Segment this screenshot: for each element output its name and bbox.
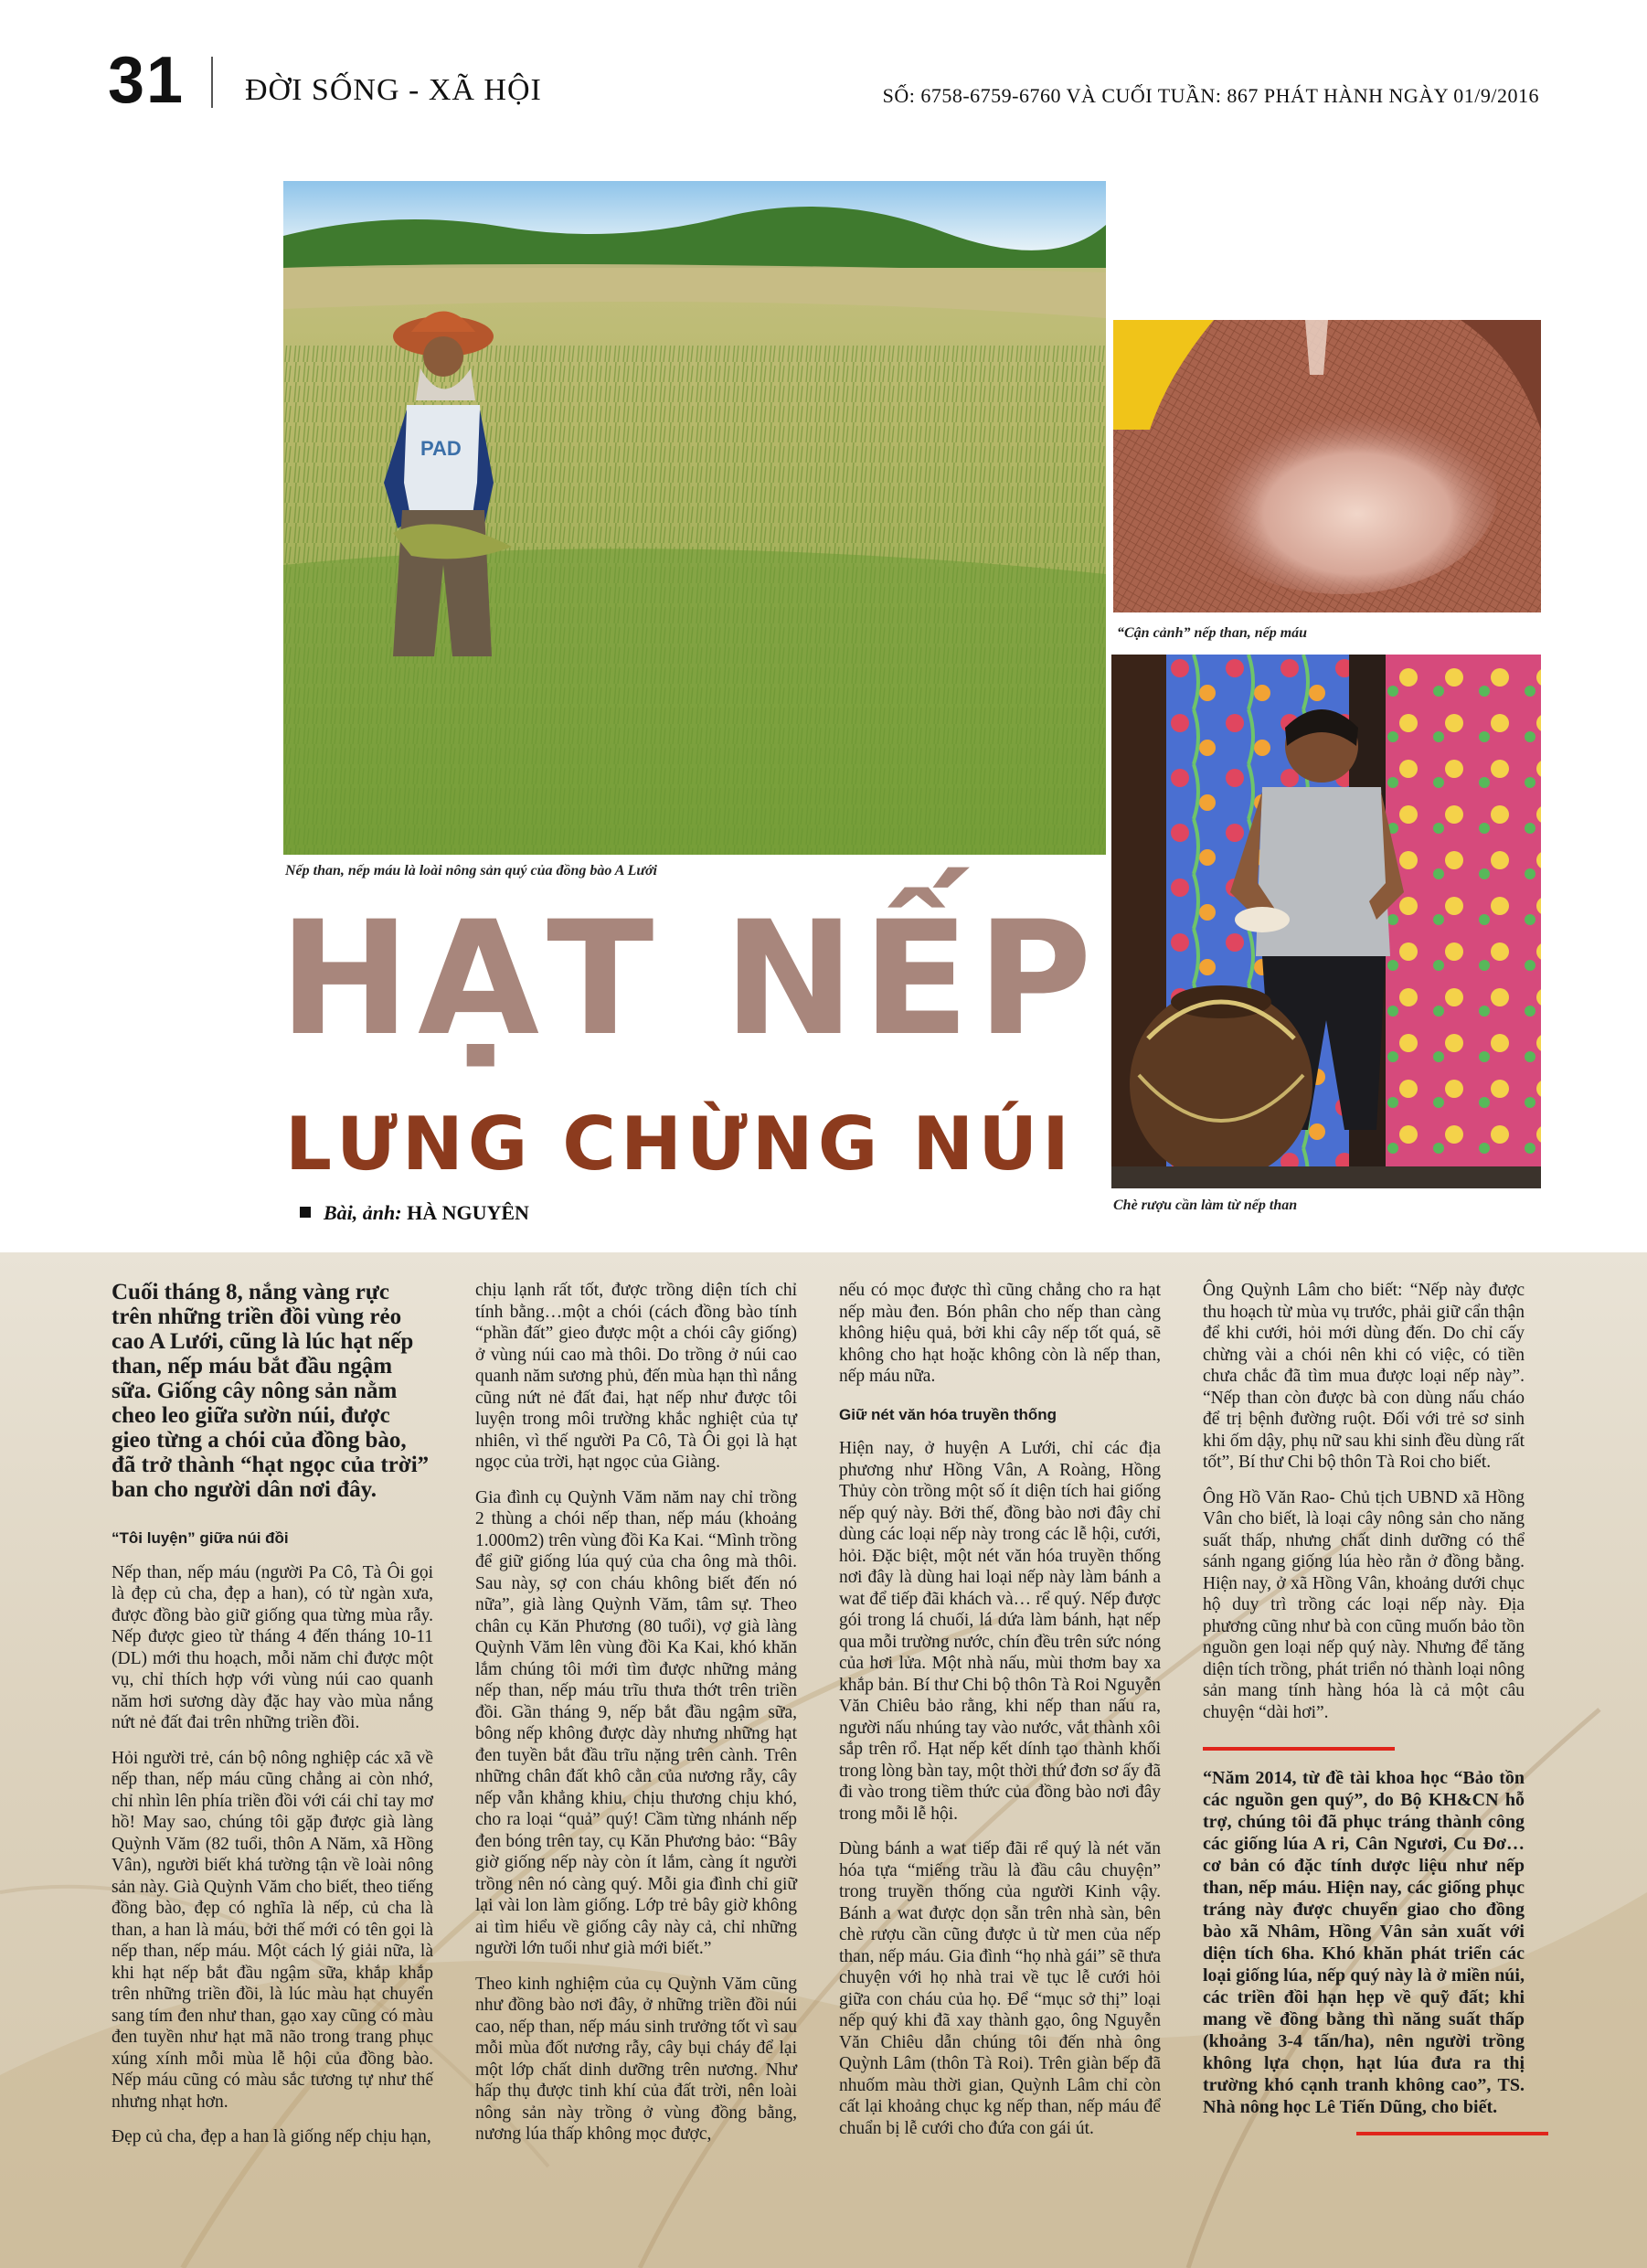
article-column-4 (1203, 1280, 1525, 2135)
subheading-2: Giữ nét văn hóa truyền thống (839, 1405, 1057, 1423)
paragraph: Hiện nay, ở huyện A Lưới, chỉ các địa phương như Hồng Vân, A Roàng, Hồng Thủy còn trồng một số ít diện tích hai giống nếp quý này. Bởi thế, đồng bào nơi đây chỉ dùng các loại nếp này trong các lễ hội, cưới, hỏi. Đặc biệt, một nét văn hóa truyền thống nơi đây là dùng hai loại nếp này làm bánh a wat để tiếp đãi khách và… rể quý. Nếp được gói trong lá chuối, lá dứa làm bánh, hạt nếp qua mỗi trường nước, chín đều trên sức nóng của hơi lửa. Một nhà nấu, mùi thơm bay xa khắp bản. Bí thư Chi bộ thôn Tà Roi Nguyễn Văn Chiêu bảo rằng, khi nếp than nấu ra, người nấu nhúng tay vào nước, vắt thành xôi sắp trên rổ. Hạt nếp kết dính tạo thành khối trong lòng bàn tay, một thời thứ đơn sơ ấy đã đi vào trong tiềm thức của đồng bào nơi đây trong mỗi lễ hội. (839, 1439, 1161, 1824)
article-lead: Cuối tháng 8, nắng vàng rực trên những triền đồi vùng rẻo cao A Lưới, cũng là lúc hạt nếp than, nếp máu bắt đầu ngậm sữa. Giống cây nông sản nằm cheo leo giữa sườn núi, được gieo từng a chói của đồng bào, đã trở thành “hạt ngọc của trời” ban cho người dân nơi đây. (112, 1280, 430, 1502)
article-column-2 (475, 1280, 797, 2159)
paragraph: Nếp than, nếp máu (người Pa Cô, Tà Ôi gọi là đẹp củ cha, đẹp a han), có từ ngàn xưa, được đồng bào giữ giống qua từng mùa rẫy. Nếp được gieo từ tháng 4 đến tháng 10-11 (DL) mới thu hoạch, mỗi năm chỉ được một vụ, chỉ thích hợp với vùng núi cao quanh năm hơi sương dày đặc hay vào mùa nắng nứt nẻ đất đai trên những triền đồi. (112, 1562, 433, 1732)
quote-rule-bottom (1356, 2132, 1548, 2135)
paragraph: Hỏi người trẻ, cán bộ nông nghiệp các xã về nếp than, nếp máu cũng chẳng ai còn nhớ, chỉ nhìn lên phía triền đồi với cái chỉ tay mơ hồ! May sao, chúng tôi gặp được già làng Quỳnh Văm (82 tuổi, thôn A Năm, xã Hồng Vân), người biết khá tường tận về loài nông sản này. Già Quỳnh Văm cho biết, theo tiếng đồng bào, đẹp có nghĩa là nếp, củ cha là than, a han là máu, bởi thế mới có tên gọi là nếp than, nếp máu. Một cách lý giải nữa, là khi hạt nếp bắt đầu ngậm sữa, khắp khắp trên những triền đồi, là lúc màu hạt chuyển sang tím đen như than, gạo xay cũng có màu đen tuyền như hạt mã não trong trang phục xúng xính mỗi mùa lễ hội của đồng bào. Nếp máu cũng có màu sắc tương tự như thế nhưng nhạt hơn. (112, 1748, 433, 2112)
paragraph: Ông Quỳnh Lâm cho biết: “Nếp này được thu hoạch từ mùa vụ trước, phải giữ cẩn thận để khi cưới, hỏi mới dùng đến. Do chỉ cấy chừng vài a chói nên khi có việc, có tiền chưa chắc đã tìm mua được loại nếp này”. “Nếp than còn được bà con dùng nấu cháo để trị bệnh đường ruột. Đối với trẻ sơ sinh khi ốm dậy, phụ nữ sau khi sinh đều dùng rất tốt”, Bí thư Chi bộ thôn Tà Roi cho biết. (1203, 1281, 1525, 1472)
main-photo-caption: Nếp than, nếp máu là loài nông sản quý của đồng bào A Lưới (285, 863, 657, 878)
byline-bullet (300, 1207, 311, 1218)
paragraph: Gia đình cụ Quỳnh Văm năm nay chỉ trồng 2 thùng a chói nếp than, nếp máu (khoảng 1.000m2) trên vùng đồi Ka Kai. “Mình trồng để giữ giống lúa quý của cha ông mà thôi. Sau này, sợ con cháu không biết đến nó nữa”, già làng Quỳnh Văm, tâm sự. Theo chân cụ Kăn Phương (80 tuổi), vợ già làng Quỳnh Văm lên vùng đồi Ka Kai, khó khăn lắm chúng tôi mới tìm được những mảng nếp than, nếp máu trĩu thưa thớt trên triền đồi. Gần tháng 9, nếp bắt đầu ngậm sữa, bông nếp không được dày nhưng những hạt đen tuyền bắt đầu trĩu nặng trên cành. Trên những chân đất khô cằn của nương rẫy, cây nếp vẫn khẳng khiu, chịu thương chịu khó, cho ra loại “quả” quý! Cầm từng nhánh nếp đen bóng trên tay, cụ Kăn Phương bảo: “Bây giờ giống nếp này còn ít lắm, càng ít người trồng nên nó càng quý. Mỗi gia đình chỉ giữ lại vài lon làm giống. Lớp trẻ bây giờ không ai tìm hiểu về giống cây này cả, chỉ những người lớn tuổi như già mới biết.” (475, 1487, 797, 1958)
wine-jar-caption: Chè rượu cần làm từ nếp than (1113, 1198, 1298, 1213)
byline (300, 1201, 529, 1225)
closeup-caption: “Cận cảnh” nếp than, nếp máu (1117, 625, 1308, 641)
byline-label: Bài, ảnh: (324, 1201, 402, 1224)
issue-info: SỐ: 6758-6759-6760 VÀ CUỐI TUẦN: 867 PHÁT HÀNH NGÀY 01/9/2016 (882, 84, 1539, 107)
paragraph: Đẹp củ cha, đẹp a han là giống nếp chịu hạn, (112, 2127, 431, 2146)
paragraph: nếu có mọc được thì cũng chẳng cho ra hạt nếp màu đen. Bón phân cho nếp than càng không hiệu quả, bởi khi cây nếp tốt quá, sẽ không cho hạt hoặc không còn là nếp than, nếp máu nữa. (839, 1281, 1161, 1386)
paragraph: Dùng bánh a wat tiếp đãi rể quý là nét văn hóa tựa “miếng trầu là đầu câu chuyện” trong truyền thống của người Kinh vậy. Bánh a wat được dọn sẵn trên nhà sàn, bên chè rượu cần cũng được ủ từ men của nếp than, nếp máu. Gia đình “họ nhà gái” sẽ thưa chuyện với họ nhà trai về tục lễ cưới hỏi giữa con cháu của họ. Để “mục sở thị” loại nếp quý khi đã xay thành gạo, ông Nguyễn Văn Chiêu dẫn chúng tôi đến nhà ông Quỳnh Lâm (thôn Tà Roi). Trên giàn bếp đã nhuốm màu thời gian, Quỳnh Lâm chỉ còn cất lại khoảng chục kg nếp than, nếp máu để chuẩn bị lễ cưới cho đứa con gái út. (839, 1839, 1161, 2138)
header-divider (211, 57, 213, 108)
paragraph: Theo kinh nghiệm của cụ Quỳnh Văm cũng như đồng bào nơi đây, ở những triền đồi núi cao, nếp than, nếp máu sinh trưởng tốt vì sau mỗi mùa đốt nương rẫy, cây bụi cháy để lại một lớp chất dinh dưỡng trên nương. Như hấp thụ được tinh khí của đất trời, nên loài nông sản này trồng ở vùng đồng bằng, nương lúa thấp không mọc được, (475, 1974, 797, 2144)
headline-line-2: LƯNG CHỪNG NÚI (285, 1102, 1074, 1187)
rice-field-photo (283, 181, 1106, 855)
wine-jar-photo (1111, 655, 1541, 1188)
headline-line-1: HẠT NẾP (279, 887, 1100, 1070)
rice-closeup-photo (1113, 320, 1541, 612)
subheading-1: “Tôi luyện” giữa núi đồi (112, 1529, 289, 1547)
paragraph: Ông Hồ Văn Rao- Chủ tịch UBND xã Hồng Vân cho biết, là loại cây nông sản cho năng suất thấp, nhưng chất dinh dưỡng có thể sánh ngang giống lúa hèo rằn ở đồng bằng. Hiện nay, ở xã Hồng Vân, khoảng dưới chục hộ duy trì trồng các loại nếp này. Địa phương cũng như bà con cũng muốn bảo tồn nguồn gen loại nếp quý này. Nhưng để tăng diện tích trồng, phát triển nó thành loại nông sản mang tính hàng hóa là cả một câu chuyện “dài hơi”. (1203, 1487, 1525, 1722)
article-column-1 (112, 1280, 433, 2162)
pull-quote: “Năm 2014, từ đề tài khoa học “Bảo tồn các nguồn gen quý”, do Bộ KH&CN hỗ trợ, chúng tôi đã phục tráng thành công các giống lúa A ri, Cân Ngươi, Cu Đơ… cơ bản có đặc tính dược liệu như nếp than, nếp máu. Hiện nay, các giống phục tráng này được chuyển giao cho đồng bào xã Nhâm, Hồng Vân sản xuất với diện tích 6ha. Khó khăn phát triển các loại giống lúa, nếp quý này là ở miền núi, các triền đồi hạn hẹp về quỹ đất; khi mang về đồng bằng thì năng suất thấp (khoảng 3-4 tấn/ha), nên người trồng không lựa chọn, hạt lúa đưa ra thị trường khó cạnh tranh không cao”, TS. Nhà nông học Lê Tiến Dũng, cho biết. (1203, 1768, 1525, 2117)
byline-author: HÀ NGUYÊN (407, 1201, 529, 1224)
article-column-3 (839, 1280, 1161, 2153)
paragraph: chịu lạnh rất tốt, được trồng diện tích chỉ tính bằng…một a chói (cách đồng bào tính “phần đất” gieo được một a chói cây giống) ở vùng núi cao mà thôi. Do trồng ở núi cao quanh năm sương phủ, đến mùa hạn thì nắng cũng nứt nẻ đất đai, hạt nếp như được tôi luyện trong môi trường khắc nghiệt của tự nhiên, vì thế người Pa Cô, Tà Ôi gọi là hạt ngọc của trời, hạt ngọc của Giàng. (475, 1281, 797, 1472)
quote-rule-top (1203, 1747, 1395, 1751)
section-title: ĐỜI SỐNG - XÃ HỘI (245, 73, 542, 107)
page-number: 31 (108, 44, 186, 117)
shirt-text: PAD (420, 437, 462, 460)
